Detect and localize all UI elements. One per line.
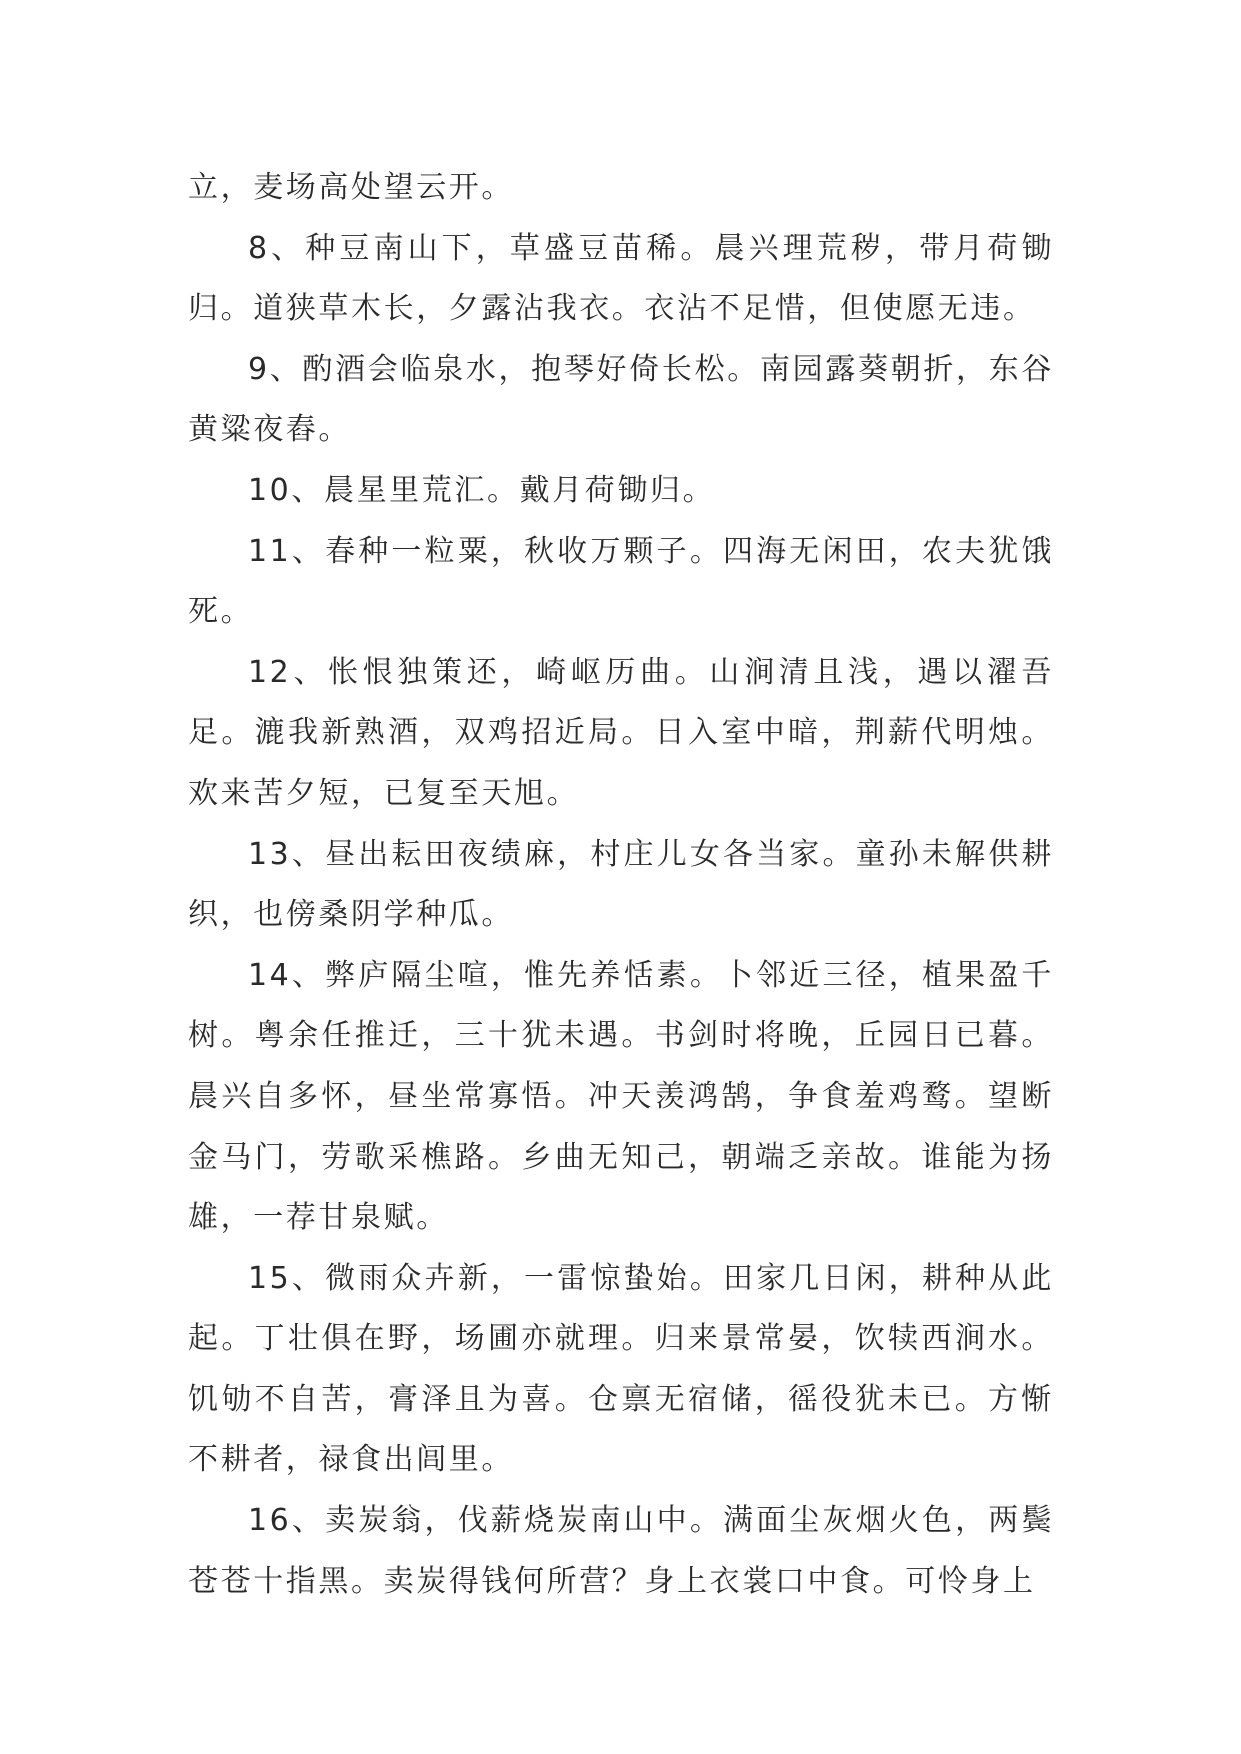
paragraph-item-12: 12、怅恨独策还，崎岖历曲。山涧清且浅，遇以濯吾足。漉我新熟酒，双鸡招近局。日入室中暗，荆薪代明烛。欢来苦夕短，已复至天旭。 <box>188 654 1054 811</box>
paragraph-item-8: 8、种豆南山下，草盛豆苗稀。晨兴理荒秽，带月荷锄归。道狭草木长，夕露沾我衣。衣沾不足惜，但使愿无违。 <box>188 230 1054 327</box>
paragraph-item-16: 16、卖炭翁，伐薪烧炭南山中。满面尘灰烟火色，两鬓苍苍十指黑。卖炭得钱何所营？身上衣裳口中食。可怜身上 <box>188 1503 1054 1599</box>
paragraph-item-13: 13、昼出耘田夜绩麻，村庄儿女各当家。童孙未解供耕织，也傍桑阴学种瓜。 <box>188 836 1054 933</box>
paragraph-item-10: 10、晨星里荒汇。戴月荷锄归。 <box>248 472 716 508</box>
document-body <box>188 158 1054 1612</box>
paragraph-item-11: 11、春种一粒粟，秋收万颗子。四海无闲田，农夫犹饿死。 <box>188 533 1054 630</box>
paragraph-item-15: 15、微雨众卉新，一雷惊蛰始。田家几日闲，耕种从此起。丁壮俱在野，场圃亦就理。归来景常晏，饮犊西涧水。饥劬不自苦，膏泽且为喜。仓禀无宿储，徭役犹未已。方惭不耕者，禄食出闾里。 <box>188 1260 1054 1478</box>
paragraph-item-9: 9、酌酒会临泉水，抱琴好倚长松。南园露葵朝折，东谷黄粱夜舂。 <box>188 351 1054 448</box>
paragraph-continuation: 立，麦场高处望云开。 <box>188 170 514 205</box>
paragraph-item-14: 14、弊庐隔尘喧，惟先养恬素。卜邻近三径，植果盈千树。粤余任推迁，三十犹未遇。书剑时将晚，丘园日已暮。晨兴自多怀，昼坐常寡悟。冲天羡鸿鹄，争食羞鸡鹜。望断金马门，劳歌采樵路。乡曲无知己，朝端乏亲故。谁能为扬雄，一荐甘泉赋。 <box>188 957 1054 1236</box>
